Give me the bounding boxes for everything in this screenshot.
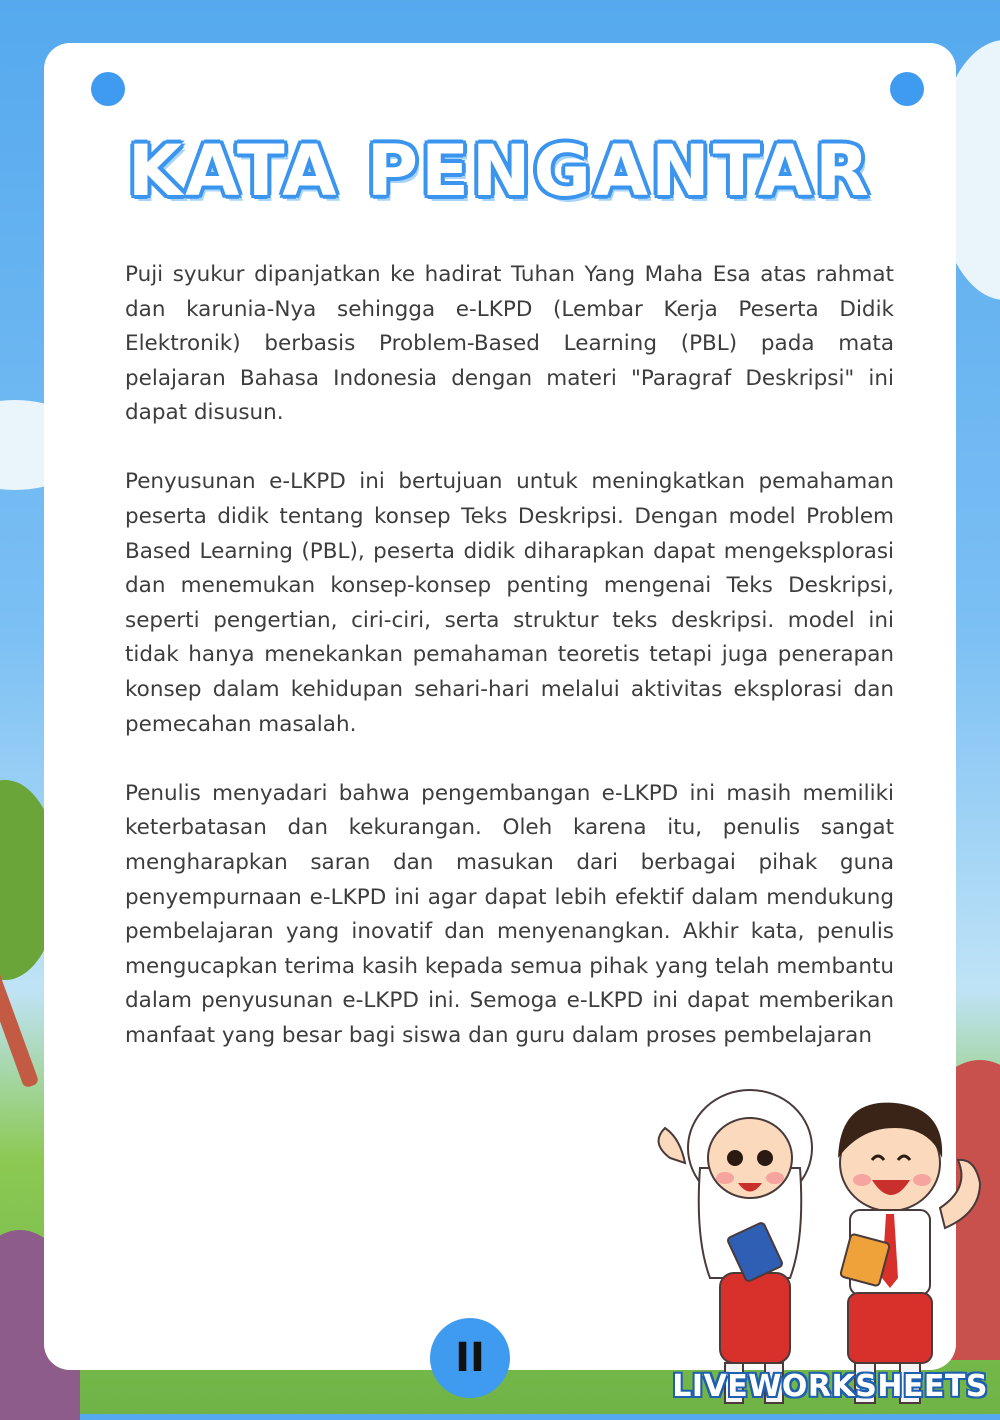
girl-student-illustration [659, 1090, 812, 1403]
students-illustration [640, 1088, 1000, 1414]
page-number-badge: II [430, 1318, 510, 1398]
paragraph-2: Penyusunan e-LKPD ini bertujuan untuk meningkatkan pemahaman peserta didik tentang konsep Teks Deskripsi. Dengan model Problem Based Learning (PBL), peserta didik diharapkan dapat mengeksplorasi dan menemukan konsep-konsep penting mengenai Teks Deskripsi, seperti pengertian, ciri-ciri, serta struktur teks deskripsi. model ini tidak hanya menekankan pemahaman teoretis tetapi juga penerapan konsep dalam kehidupan sehari-hari melalui aktivitas eksplorasi dan pemecahan masalah. [125, 469, 894, 737]
binder-hole-right [890, 72, 924, 106]
boy-student-illustration [838, 1103, 980, 1403]
paragraph-1: Puji syukur dipanjatkan ke hadirat Tuhan Yang Maha Esa atas rahmat dan karunia-Nya sehingga e-LKPD (Lembar Kerja Peserta Didik Elektronik) berbasis Problem-Based Learning (PBL) pada mata pelajaran Bahasa Indonesia dengan materi "Paragraf Deskripsi" ini dapat disusun. [125, 262, 894, 426]
binder-hole-left [91, 72, 125, 106]
paragraph-3: Penulis menyadari bahwa pengembangan e-LKPD ini masih memiliki keterbatasan dan kekurangan. Oleh karena itu, penulis sangat mengharapkan saran dan masukan dari berbagai pihak guna penyempurnaan e-LKPD ini agar dapat lebih efektif dalam mendukung pembelajaran yang inovatif dan menyenangkan. Akhir kata, penulis mengucapkan terima kasih kepada semua pihak yang telah membantu dalam penyusunan e-LKPD ini. Semoga e-LKPD ini dapat memberikan manfaat yang besar bagi siswa dan guru dalam proses pembelajaran [125, 780, 894, 1048]
page-title: KATA PENGANTAR [127, 130, 873, 212]
body-text [125, 258, 894, 1088]
liveworksheets-watermark: LIVEWORKSHEETS [672, 1369, 988, 1404]
